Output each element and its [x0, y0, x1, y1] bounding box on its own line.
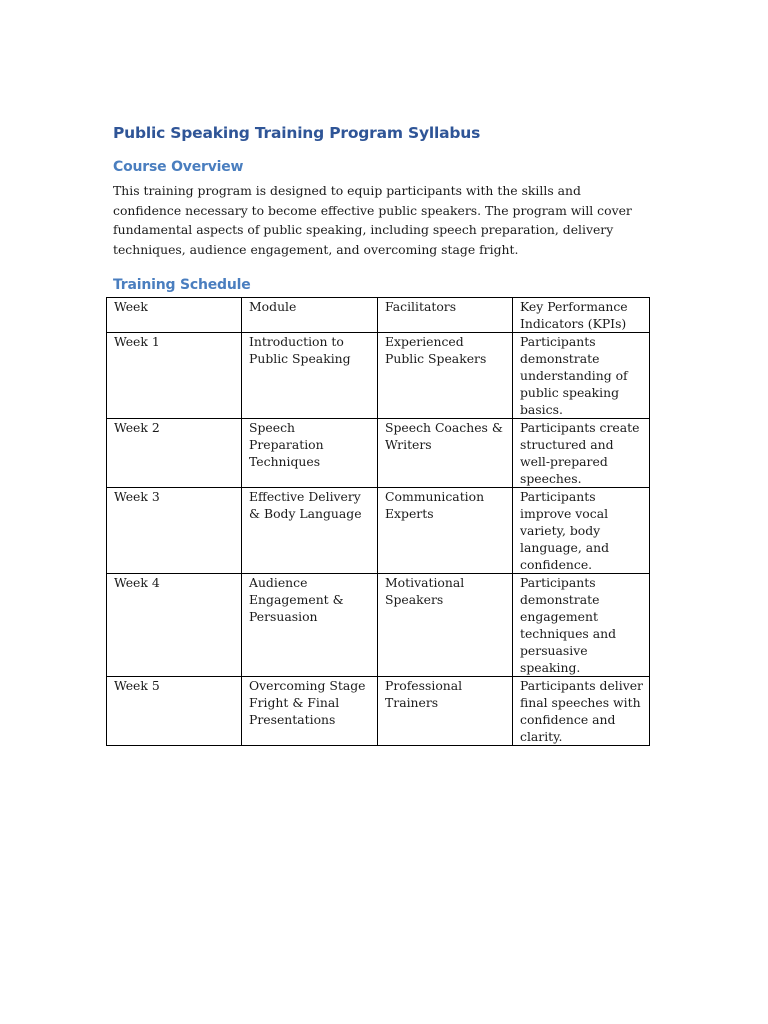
cell-kpi: Participants deliver final speeches with confidence and clarity.: [513, 677, 650, 746]
cell-facilitators: Motivational Speakers: [378, 574, 513, 677]
training-schedule-table: [106, 297, 650, 746]
cell-kpi: Participants demonstrate engagement techniques and persuasive speaking.: [513, 574, 650, 677]
table-row: [107, 574, 650, 677]
column-header-facilitators: Facilitators: [378, 298, 513, 333]
course-overview-text: This training program is designed to equip participants with the skills and confidence necessary to become effective public speakers. The program will cover fundamental aspects of public speaking, including speech preparation, delivery techniques, audience engagement, and overcoming stage fright.: [113, 183, 632, 257]
table-row: [107, 677, 650, 746]
cell-week: Week 4: [107, 574, 242, 677]
column-header-kpis: Key Performance Indicators (KPIs): [513, 298, 650, 333]
cell-week: Week 5: [107, 677, 242, 746]
table-row: [107, 488, 650, 574]
cell-module: Introduction to Public Speaking: [242, 333, 378, 419]
document-title: Public Speaking Training Program Syllabus: [113, 124, 481, 142]
cell-kpi: Participants demonstrate understanding of public speaking basics.: [513, 333, 650, 419]
cell-facilitators: Communication Experts: [378, 488, 513, 574]
cell-module: Effective Delivery & Body Language: [242, 488, 378, 574]
cell-week: Week 2: [107, 419, 242, 488]
cell-facilitators: Professional Trainers: [378, 677, 513, 746]
table-row: [107, 419, 650, 488]
table-row: [107, 333, 650, 419]
cell-module: Speech Preparation Techniques: [242, 419, 378, 488]
column-header-week: Week: [107, 298, 242, 333]
cell-kpi: Participants improve vocal variety, body language, and confidence.: [513, 488, 650, 574]
training-schedule-heading: Training Schedule: [113, 277, 251, 293]
table-header-row: [107, 298, 650, 333]
course-overview-heading: Course Overview: [113, 159, 244, 175]
cell-module: Audience Engagement & Persuasion: [242, 574, 378, 677]
cell-facilitators: Experienced Public Speakers: [378, 333, 513, 419]
column-header-module: Module: [242, 298, 378, 333]
cell-week: Week 3: [107, 488, 242, 574]
cell-facilitators: Speech Coaches & Writers: [378, 419, 513, 488]
cell-week: Week 1: [107, 333, 242, 419]
cell-module: Overcoming Stage Fright & Final Presentations: [242, 677, 378, 746]
cell-kpi: Participants create structured and well-prepared speeches.: [513, 419, 650, 488]
